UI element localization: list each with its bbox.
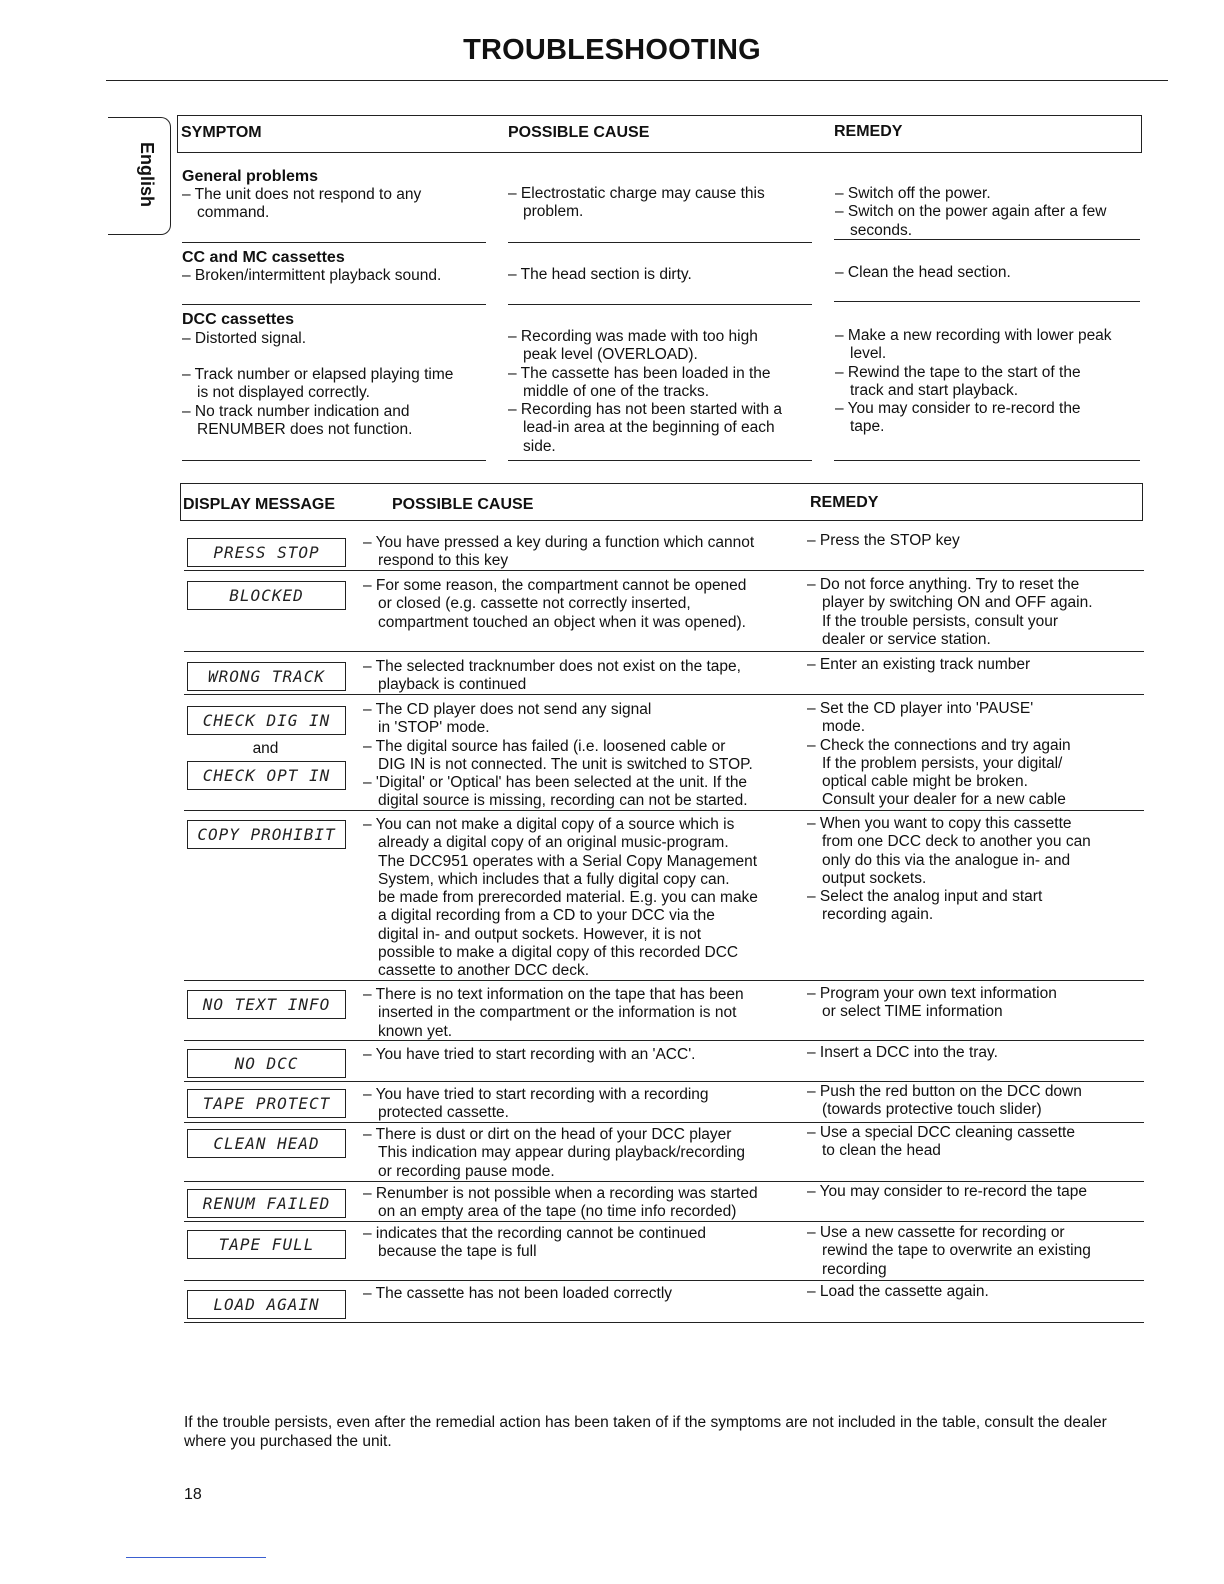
row-divider (184, 980, 1144, 981)
lcd-message: WRONG TRACK (187, 662, 346, 691)
display-remedy-header: REMEDY (810, 494, 879, 511)
display-cause-header: POSSIBLE CAUSE (392, 496, 534, 513)
lcd-message: CLEAN HEAD (187, 1129, 346, 1158)
cause-text: – indicates that the recording cannot be continued because the tape is full (363, 1225, 706, 1261)
cause-dcc: – Recording was made with too high peak level (OVERLOAD). – The cassette has been loaded in the middle of one of the tracks. – Recording has not been started with a lead-in area at the beginning of each side. (508, 328, 783, 455)
lcd-message: CHECK DIG IN (187, 706, 346, 735)
row-divider (184, 694, 1144, 695)
row-divider (184, 810, 1144, 811)
cause-text: – You have tried to start recording with an 'ACC'. (363, 1046, 696, 1063)
lcd-message: TAPE FULL (187, 1230, 346, 1259)
remedy-header: REMEDY (834, 123, 903, 140)
remedy-ccmc: – Clean the head section. (835, 264, 1011, 281)
remedy-text: – You may consider to re-record the tape (807, 1183, 1088, 1200)
symptom-dcc-1: – Distorted signal. (182, 330, 307, 347)
remedy-text: – Program your own text information or select TIME information (807, 985, 1057, 1021)
title-rule (106, 80, 1168, 81)
row-divider (184, 1181, 1144, 1182)
and-label: and (252, 740, 279, 757)
remedy-text: – Press the STOP key (807, 532, 960, 549)
lcd-message-alt: CHECK OPT IN (187, 761, 346, 790)
cause-text: – For some reason, the compartment cannot be opened or closed (e.g. cassette not correctly inserted, compartment touched an object when it was opened). (363, 577, 747, 631)
remedy-text: – Use a new cassette for recording or rewind the tape to overwrite an existing recording (807, 1224, 1091, 1278)
remedy-text: – Push the red button on the DCC down (towards protective touch slider) (807, 1083, 1082, 1119)
remedy-text: – Set the CD player into 'PAUSE' mode. – Check the connections and try again If the problem persists, your digital/ optical cable might be broken. Consult your dealer for a new cable (807, 700, 1071, 809)
cause-text: – You can not make a digital copy of a source which is already a digital copy of an original music-program. The DCC951 operates with a Serial Copy Management System, which includes that a fully digital copy can. be made from prerecorded material. E.g. you can make a digital recording from a CD to your DCC via the digital in- and output sockets. However, it is not possible to make a digital copy of this recorded DCC cassette to another DCC deck. (363, 816, 758, 980)
remedy-dcc: – Make a new recording with lower peak level. – Rewind the tape to the start of the track and start playback. – You may consider to re-record the tape. (835, 327, 1112, 436)
category-dcc: DCC cassettes (182, 311, 295, 328)
row-divider (184, 570, 1144, 571)
lcd-message: NO DCC (187, 1049, 346, 1078)
row-divider (184, 1040, 1144, 1041)
page-number: 18 (184, 1486, 202, 1503)
symptom-ccmc: – Broken/intermittent playback sound. (182, 267, 442, 284)
remedy-text: – Enter an existing track number (807, 656, 1031, 673)
cause-general: – Electrostatic charge may cause this problem. (508, 185, 765, 221)
cause-text: – You have tried to start recording with a recording protected cassette. (363, 1086, 709, 1122)
display-message-header: DISPLAY MESSAGE (183, 496, 336, 513)
row-divider (184, 1221, 1144, 1222)
category-ccmc: CC and MC cassettes (182, 249, 345, 266)
cause-text: – You have pressed a key during a function which cannot respond to this key (363, 534, 755, 570)
category-general: General problems (182, 168, 319, 185)
symptom-general: – The unit does not respond to any command. (182, 186, 422, 222)
divider (182, 304, 486, 305)
remedy-text: – Load the cassette again. (807, 1283, 989, 1300)
row-divider (184, 651, 1144, 652)
lcd-message: BLOCKED (187, 581, 346, 610)
row-divider (184, 1280, 1144, 1281)
symptom-dcc-2: – Track number or elapsed playing time is not displayed correctly. – No track number indication and RENUMBER does not function. (182, 366, 454, 438)
divider (834, 460, 1140, 461)
cause-text: – The cassette has not been loaded correctly (363, 1285, 673, 1302)
divider (834, 301, 1140, 302)
row-divider (184, 1122, 1144, 1123)
scan-artifact-line (126, 1557, 266, 1558)
remedy-text: – When you want to copy this cassette from one DCC deck to another you can only do this via the analogue in- and output sockets. – Select the analog input and start recording again. (807, 815, 1091, 924)
lcd-message: RENUM FAILED (187, 1189, 346, 1218)
lcd-message: LOAD AGAIN (187, 1290, 346, 1319)
remedy-text: – Use a special DCC cleaning cassette to clean the head (807, 1124, 1075, 1160)
cause-text: – There is dust or dirt on the head of your DCC player This indication may appear during playback/recording or recording pause mode. (363, 1126, 746, 1180)
cause-text: – The selected tracknumber does not exist on the tape, playback is continued (363, 658, 741, 694)
cause-header: POSSIBLE CAUSE (508, 124, 650, 141)
cause-text: – There is no text information on the tape that has been inserted in the compartment or the information is not known yet. (363, 986, 744, 1040)
row-divider (184, 1081, 1144, 1082)
lcd-message: PRESS STOP (187, 538, 346, 567)
footer-note: If the trouble persists, even after the remedial action has been taken of if the symptoms are not included in the table, consult the dealer where you purchased the unit. (184, 1414, 1107, 1450)
cause-ccmc: – The head section is dirty. (508, 266, 692, 283)
divider (834, 239, 1140, 240)
lcd-message: TAPE PROTECT (187, 1089, 346, 1118)
divider (182, 460, 486, 461)
remedy-text: – Do not force anything. Try to reset the player by switching ON and OFF again. If the trouble persists, consult your dealer or service station. (807, 576, 1093, 648)
cause-text: – Renumber is not possible when a recording was started on an empty area of the tape (no time info recorded) (363, 1185, 758, 1221)
cause-text: – The CD player does not send any signal in 'STOP' mode. – The digital source has failed (i.e. loosened cable or DIG IN is not connected. The unit is switched to STOP. – 'Digital' or 'Optical' has been selected at the unit. If the digital source is missing, recording can not be started. (363, 701, 753, 810)
divider (508, 304, 812, 305)
lcd-message: COPY PROHIBIT (187, 820, 346, 849)
symptom-header: SYMPTOM (181, 124, 262, 141)
divider (508, 460, 812, 461)
lcd-message: NO TEXT INFO (187, 990, 346, 1019)
divider (182, 242, 486, 243)
symptom-table-header (177, 115, 1142, 153)
page-title: TROUBLESHOOTING (463, 34, 761, 66)
remedy-general: – Switch off the power. – Switch on the power again after a few seconds. (835, 185, 1107, 239)
language-tab-label: English (137, 141, 158, 208)
remedy-text: – Insert a DCC into the tray. (807, 1044, 998, 1061)
row-divider (184, 1322, 1144, 1323)
divider (508, 242, 812, 243)
